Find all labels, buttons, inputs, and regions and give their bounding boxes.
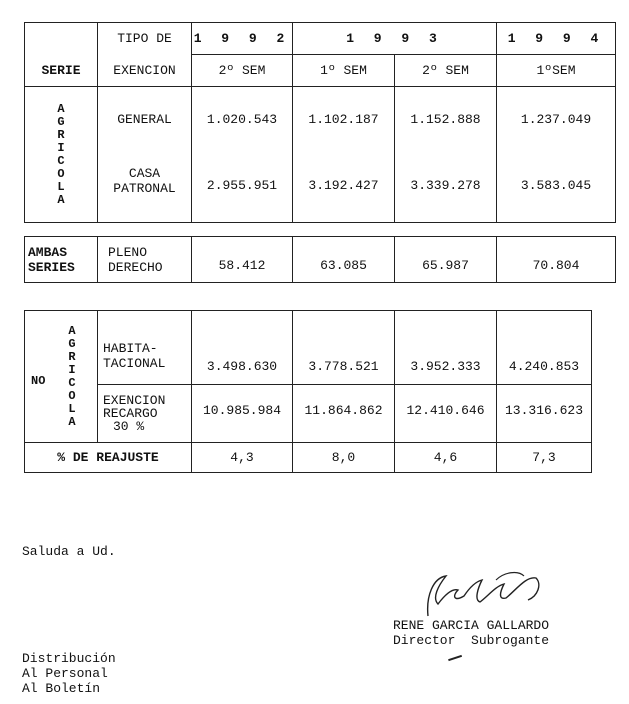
exencion-header: EXENCION bbox=[98, 55, 192, 87]
distribucion-item: Al Personal bbox=[22, 666, 108, 681]
value-cell: 10.985.984 bbox=[192, 385, 293, 443]
semester-header: 2º SEM bbox=[395, 55, 497, 87]
signature-image bbox=[408, 566, 558, 626]
semester-header: 1º SEM bbox=[293, 55, 395, 87]
distribucion-heading: Distribución bbox=[22, 651, 116, 666]
serie-header: SERIE bbox=[25, 23, 98, 87]
semester-header: 1ºSEM bbox=[497, 55, 616, 87]
agricola-vertical-label: A G R I C O L A bbox=[25, 87, 98, 223]
value-cell: 1.237.049 bbox=[497, 87, 616, 153]
semester-header: 2º SEM bbox=[192, 55, 293, 87]
reajuste-value: 4,3 bbox=[192, 443, 293, 473]
table-no-agricola bbox=[24, 310, 592, 473]
table-agricola bbox=[24, 22, 616, 223]
signature-dash bbox=[448, 655, 462, 661]
table-ambas-series bbox=[24, 236, 616, 283]
distribucion-item: Al Boletín bbox=[22, 681, 101, 696]
row-label-habitacional: HABITA- TACIONAL bbox=[98, 311, 192, 385]
year-1993: 1 9 9 3 bbox=[293, 23, 497, 55]
ambas-series-label: AMBAS SERIES bbox=[25, 237, 98, 283]
value-cell: 13.316.623 bbox=[497, 385, 592, 443]
row-label-exencion-recargo: EXENCION RECARGO 30 % bbox=[98, 385, 192, 443]
value-cell: 3.339.278 bbox=[395, 153, 497, 223]
value-cell: 1.102.187 bbox=[293, 87, 395, 153]
value-cell: 3.498.630 bbox=[192, 311, 293, 385]
value-cell: 11.864.862 bbox=[293, 385, 395, 443]
year-1994: 1 9 9 4 bbox=[497, 23, 616, 55]
value-cell: 63.085 bbox=[293, 237, 395, 283]
pleno-derecho-label: PLENO DERECHO bbox=[98, 237, 192, 283]
reajuste-value: 4,6 bbox=[395, 443, 497, 473]
value-cell: 65.987 bbox=[395, 237, 497, 283]
signer-title: Director Subrogante bbox=[393, 633, 550, 648]
value-cell: 3.583.045 bbox=[497, 153, 616, 223]
tipo-de-header: TIPO DE bbox=[98, 23, 192, 55]
row-label-casa-patronal: CASA PATRONAL bbox=[98, 153, 192, 223]
value-cell: 1.152.888 bbox=[395, 87, 497, 153]
value-cell: 2.955.951 bbox=[192, 153, 293, 223]
value-cell: 1.020.543 bbox=[192, 87, 293, 153]
value-cell: 3.192.427 bbox=[293, 153, 395, 223]
value-cell: 58.412 bbox=[192, 237, 293, 283]
no-label: NO bbox=[31, 374, 46, 388]
value-cell: 3.952.333 bbox=[395, 311, 497, 385]
reajuste-value: 8,0 bbox=[293, 443, 395, 473]
no-agricola-label: NO A G R I C O L A bbox=[25, 311, 98, 443]
value-cell: 12.410.646 bbox=[395, 385, 497, 443]
reajuste-label: % DE REAJUSTE bbox=[25, 443, 192, 473]
value-cell: 4.240.853 bbox=[497, 311, 592, 385]
reajuste-value: 7,3 bbox=[497, 443, 592, 473]
value-cell: 70.804 bbox=[497, 237, 616, 283]
value-cell: 3.778.521 bbox=[293, 311, 395, 385]
row-label-general: GENERAL bbox=[98, 87, 192, 153]
saluda-text: Saluda a Ud. bbox=[22, 544, 116, 559]
signer-name: RENE GARCIA GALLARDO bbox=[393, 618, 550, 633]
year-1992: 1 9 9 2 bbox=[192, 23, 293, 55]
